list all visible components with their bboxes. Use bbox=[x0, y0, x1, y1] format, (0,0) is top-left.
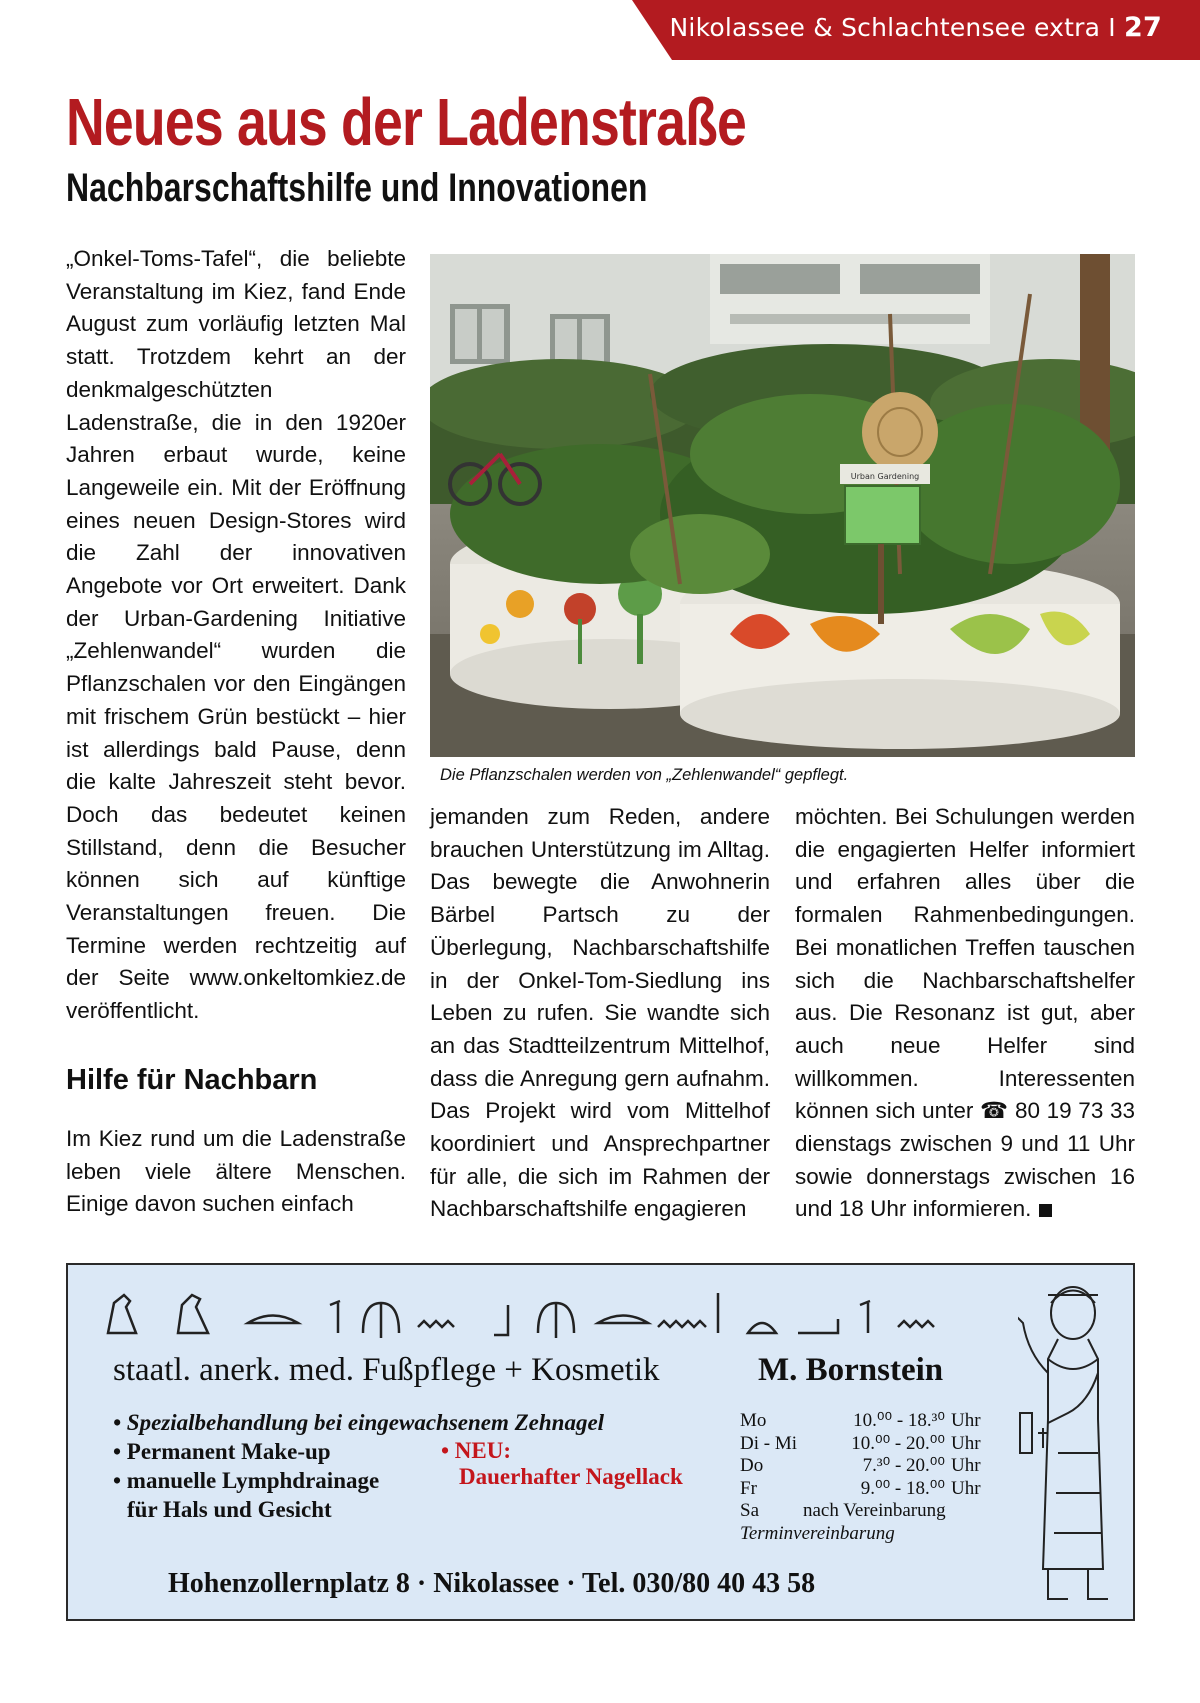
garden-photo bbox=[430, 254, 1135, 757]
article-col2 bbox=[430, 801, 770, 1226]
appointment-text: Terminvereinbarung bbox=[740, 1523, 895, 1544]
end-mark-icon bbox=[1039, 1204, 1052, 1217]
hours-row bbox=[740, 1410, 981, 1433]
new-text: Dauerhafter Nagellack bbox=[459, 1464, 683, 1489]
hours-sat: nach Vereinbarung bbox=[803, 1500, 946, 1521]
hours-day: Mo bbox=[740, 1410, 767, 1431]
col3-text-wrapper bbox=[795, 801, 1135, 1226]
ad-address: Hohenzollernplatz 8 · Nikolassee · Tel. 030/80 40 43 58 bbox=[168, 1568, 816, 1599]
service-item: • manuelle Lymphdrainage bbox=[113, 1468, 380, 1493]
page-number: 27 bbox=[1124, 12, 1162, 43]
subheadline: Nachbarschaftshilfe und Innovationen bbox=[66, 166, 648, 210]
service-item: • Spezialbehandlung bei eingewachsenem Zehnagel bbox=[113, 1410, 605, 1435]
hours-day: Sa bbox=[740, 1500, 759, 1521]
appointment-note bbox=[740, 1523, 895, 1545]
separator: I bbox=[1108, 13, 1116, 42]
garden-illustration bbox=[430, 254, 1135, 757]
col3-text: möchten. Bei Schulungen werden die engagierten Helfer informiert und erfahren alles über die formalen Rahmenbedingungen. Bei monatlichen Treffen tauschen sich die Nachbarschaftshelfer aus. Die Resonanz ist gut, aber auch neue Helfer sind willkommen. Interessenten können sich unter ☎ 80 19 73 33 dienstags zwischen 9 und 11 Uhr sowie donnerstags zwischen 16 und 18 Uhr informieren. bbox=[795, 804, 1135, 1222]
hours-row bbox=[740, 1455, 981, 1478]
hieroglyph-border-icon bbox=[98, 1283, 978, 1343]
hours-day: Di - Mi bbox=[740, 1432, 797, 1454]
advertisement bbox=[66, 1263, 1135, 1621]
hours-time: 10.⁰⁰ - 20.⁰⁰ bbox=[851, 1432, 945, 1454]
hours-day: Do bbox=[740, 1455, 764, 1476]
service-item: für Hals und Gesicht bbox=[127, 1497, 332, 1522]
hours-time: 7.³⁰ - 20.⁰⁰ bbox=[862, 1455, 945, 1476]
col1-text: Im Kiez rund um die Ladenstraße leben viele ältere Menschen. Einige davon suchen einfach bbox=[66, 1126, 406, 1217]
opening-hours bbox=[740, 1410, 981, 1523]
hours-row bbox=[740, 1433, 981, 1456]
photo-caption: Die Pflanzschalen werden von „Zehlenwandel“ gepflegt. bbox=[440, 766, 849, 784]
section-title: Nikolassee & Schlachtensee extra bbox=[669, 13, 1101, 42]
intro-text: „Onkel-Toms-Tafel“, die beliebte Veranstaltung im Kiez, fand Ende August zum vorläufig letzten Mal statt. Trotzdem kehrt an der denkmalgeschützten Ladenstraße, die in den 1920er Jahren erbaut wurde, keine Langeweile ein. Mit der Eröffnung eines neuen Design-Stores wird die Zahl der innovativen Angebote vor Ort erweitert. Dank der Urban-Gardening Initiative „Zehlenwandel“ wurden die Pflanzschalen vor den Eingängen mit frischem Grün bestückt – hier ist allerdings bald Pause, denn die kalte Jahreszeit steht bevor. Doch das bedeutet keinen Stillstand, denn die Besucher können sich auf künftige Veranstaltungen freuen. Die Termine werden rechtzeitig auf der Seite www.onkeltomkiez.de veröffentlicht. bbox=[66, 246, 406, 1024]
ad-title: staatl. anerk. med. Fußpflege + Kosmetik bbox=[113, 1352, 660, 1388]
hours-row bbox=[740, 1478, 981, 1501]
hours-row bbox=[740, 1500, 981, 1523]
col2-text: jemanden zum Reden, andere brauchen Unterstützung im Alltag. Das bewegte die Anwohnerin Bärbel Partsch zu der Überlegung, Nachbarschaftshilfe in der Onkel-Tom-Siedlung ins Leben zu rufen. Sie wandte sich an das Stadtteilzentrum Mittelhof, dass die Anregung gern aufnahm. Das Projekt wird vom Mittelhof koordiniert und Ansprechpartner für alle, die sich im Rahmen der Nachbarschaftshilfe engagieren bbox=[430, 804, 770, 1222]
egyptian-figure-icon bbox=[1018, 1273, 1128, 1613]
service-item: • Permanent Make-up bbox=[113, 1439, 331, 1464]
section-heading: Hilfe für Nachbarn bbox=[66, 1064, 318, 1096]
headline: Neues aus der Ladenstraße bbox=[66, 85, 747, 160]
ad-new-offer bbox=[441, 1438, 683, 1490]
article-col3 bbox=[795, 801, 1135, 1226]
hours-unit: Uhr bbox=[951, 1432, 981, 1454]
header-ribbon bbox=[632, 0, 1200, 60]
section-header bbox=[670, 12, 1162, 43]
hours-day: Fr bbox=[740, 1477, 757, 1499]
hours-time: 9.⁰⁰ - 18.⁰⁰ bbox=[860, 1477, 945, 1499]
hours-unit: Uhr bbox=[951, 1455, 981, 1476]
hours-unit: Uhr bbox=[951, 1477, 981, 1499]
photo-sign-text: Urban Gardening bbox=[850, 472, 920, 481]
article-col1-body bbox=[66, 1123, 406, 1221]
article-intro bbox=[66, 243, 406, 1028]
new-label: • NEU: bbox=[441, 1438, 512, 1463]
hours-time: 10.⁰⁰ - 18.³⁰ bbox=[853, 1410, 945, 1431]
hours-unit: Uhr bbox=[951, 1410, 981, 1431]
ad-business-name: M. Bornstein bbox=[758, 1352, 944, 1388]
